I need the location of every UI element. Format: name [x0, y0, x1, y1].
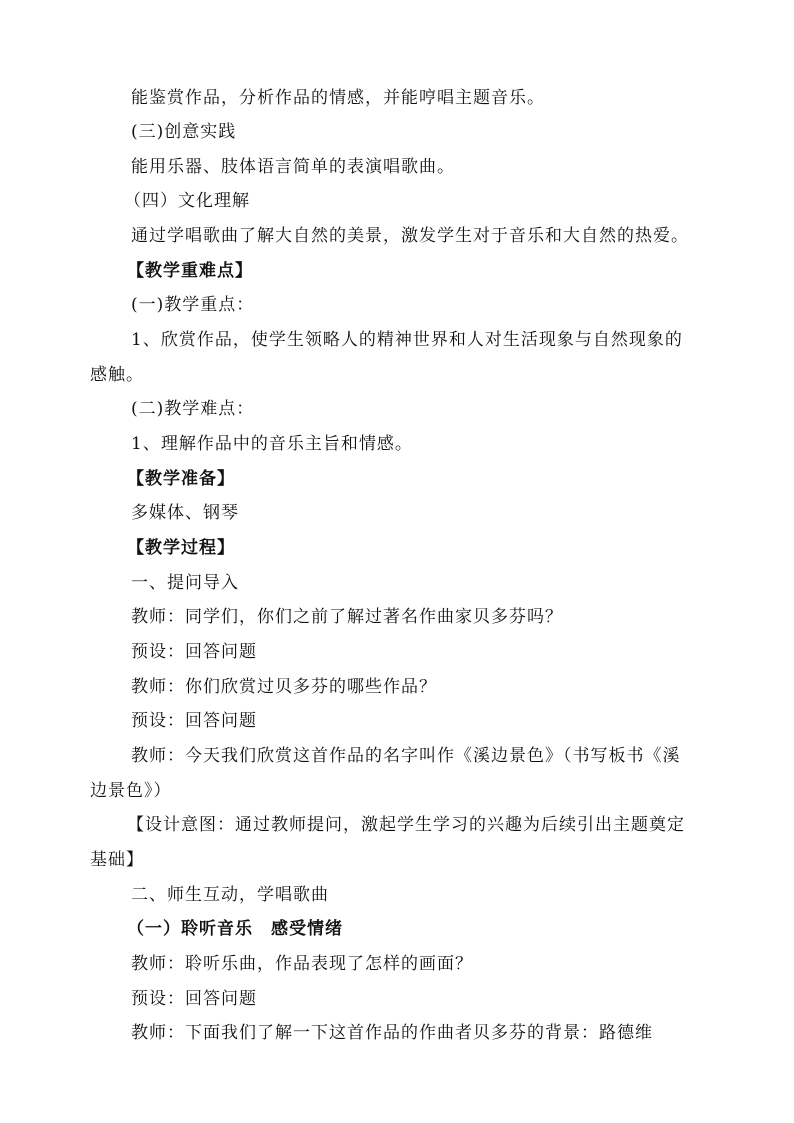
- section-subheading: (二)教学难点：: [131, 399, 255, 419]
- section-subheading: （一）聆听音乐 感受情绪: [127, 919, 343, 939]
- paragraph-text: 教师：下面我们了解一下这首作品的作曲者贝多芬的背景：路德维: [131, 1023, 653, 1043]
- paragraph-text: 预设：回答问题: [131, 989, 257, 1009]
- section-heading: 【教学重难点】: [127, 261, 253, 281]
- section-heading: 【教学准备】: [127, 469, 235, 489]
- section-subheading: (三)创意实践: [131, 122, 237, 142]
- paragraph-text: 1、理解作品中的音乐主旨和情感。: [131, 434, 413, 454]
- paragraph-text: 能鉴赏作品，分析作品的情感，并能哼唱主题音乐。: [131, 88, 545, 108]
- paragraph-text: 边景色》）: [90, 781, 172, 801]
- design-intent-text: 基础】: [90, 850, 144, 870]
- section-subheading: 一、提问导入: [131, 573, 239, 593]
- section-subheading: （四）文化理解: [124, 191, 250, 211]
- paragraph-text: 教师：同学们，你们之前了解过著名作曲家贝多芬吗？: [131, 607, 563, 627]
- paragraph-text: 1、欣赏作品，使学生领略人的精神世界和人对生活现象与自然现象的: [131, 330, 683, 350]
- paragraph-text: 教师：聆听乐曲，作品表现了怎样的画面？: [131, 954, 473, 974]
- design-intent-text: 【设计意图：通过教师提问，激起学生学习的兴趣为后续引出主题奠定: [127, 815, 685, 835]
- paragraph-text: 预设：回答问题: [131, 711, 257, 731]
- section-subheading: 二、师生互动，学唱歌曲: [131, 885, 329, 905]
- paragraph-text: 预设：回答问题: [131, 642, 257, 662]
- paragraph-text: 能用乐器、肢体语言简单的表演唱歌曲。: [131, 157, 455, 177]
- paragraph-text: 教师：今天我们欣赏这首作品的名字叫作《溪边景色》（书写板书《溪: [131, 746, 681, 766]
- paragraph-text: 教师：你们欣赏过贝多芬的哪些作品？: [131, 677, 437, 697]
- section-heading: 【教学过程】: [127, 538, 235, 558]
- paragraph-text: 通过学唱歌曲了解大自然的美景，激发学生对于音乐和大自然的热爱。: [131, 226, 689, 246]
- paragraph-text: 多媒体、钢琴: [131, 503, 239, 523]
- paragraph-text: 感触。: [90, 365, 144, 385]
- section-subheading: (一)教学重点：: [131, 295, 255, 315]
